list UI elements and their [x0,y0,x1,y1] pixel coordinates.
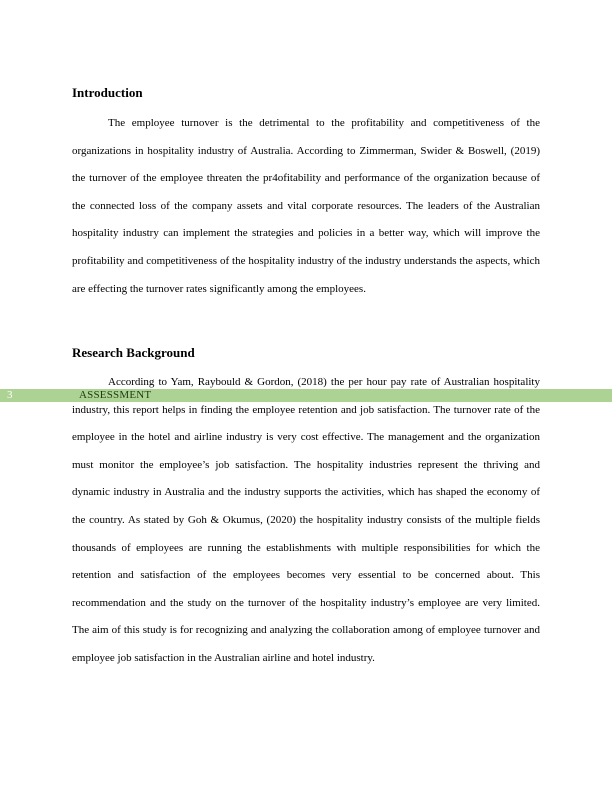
page-number: 3 [7,389,13,401]
running-head: ASSESSMENT [79,389,152,401]
introduction-paragraph: The employee turnover is the detrimental to the profitability and competitiveness of the organizations in hospitality industry of Australia. According to Zimmerman, Swider & Boswell, (2019) the turnover of the employee threaten the pr4ofitability and performance of the organization because of the connected loss of the company assets and vital corporate resources. The leaders of the Australian hospitality industry can implement the strategies and policies in a better way, which will improve the profitability and competitiveness of the hospitality industry of the industry understands the aspects, which are effecting the turnover rates significantly among the employees. [72,117,540,295]
introduction-heading: Introduction [72,85,143,100]
research-background-paragraph: According to Yam, Raybould & Gordon, (2018) the per hour pay rate of Australian hospitality industry, this report helps in finding the employee retention and job satisfaction. The turnover rate of the employee in the hotel and airline industry is very cost effective. The management and the organization must monitor the employee’s job satisfaction. The hospitality industries represent the thriving and dynamic industry in Australia and the industry supports the activities, which has shaped the economy of the country. As stated by Goh & Okumus, (2020) the hospitality industry consists of the multiple fields thousands of employees are running the establishments with multiple responsibilities for which the retention and satisfaction of the employees becomes very essential to be concerned about. This recommendation and the study on the turnover of the hospitality industry’s employee are very limited. The aim of this study is for recognizing and analyzing the collaboration among of employee turnover and employee job satisfaction in the Australian airline and hotel industry. [72,376,540,664]
research-background-heading: Research Background [72,345,195,360]
